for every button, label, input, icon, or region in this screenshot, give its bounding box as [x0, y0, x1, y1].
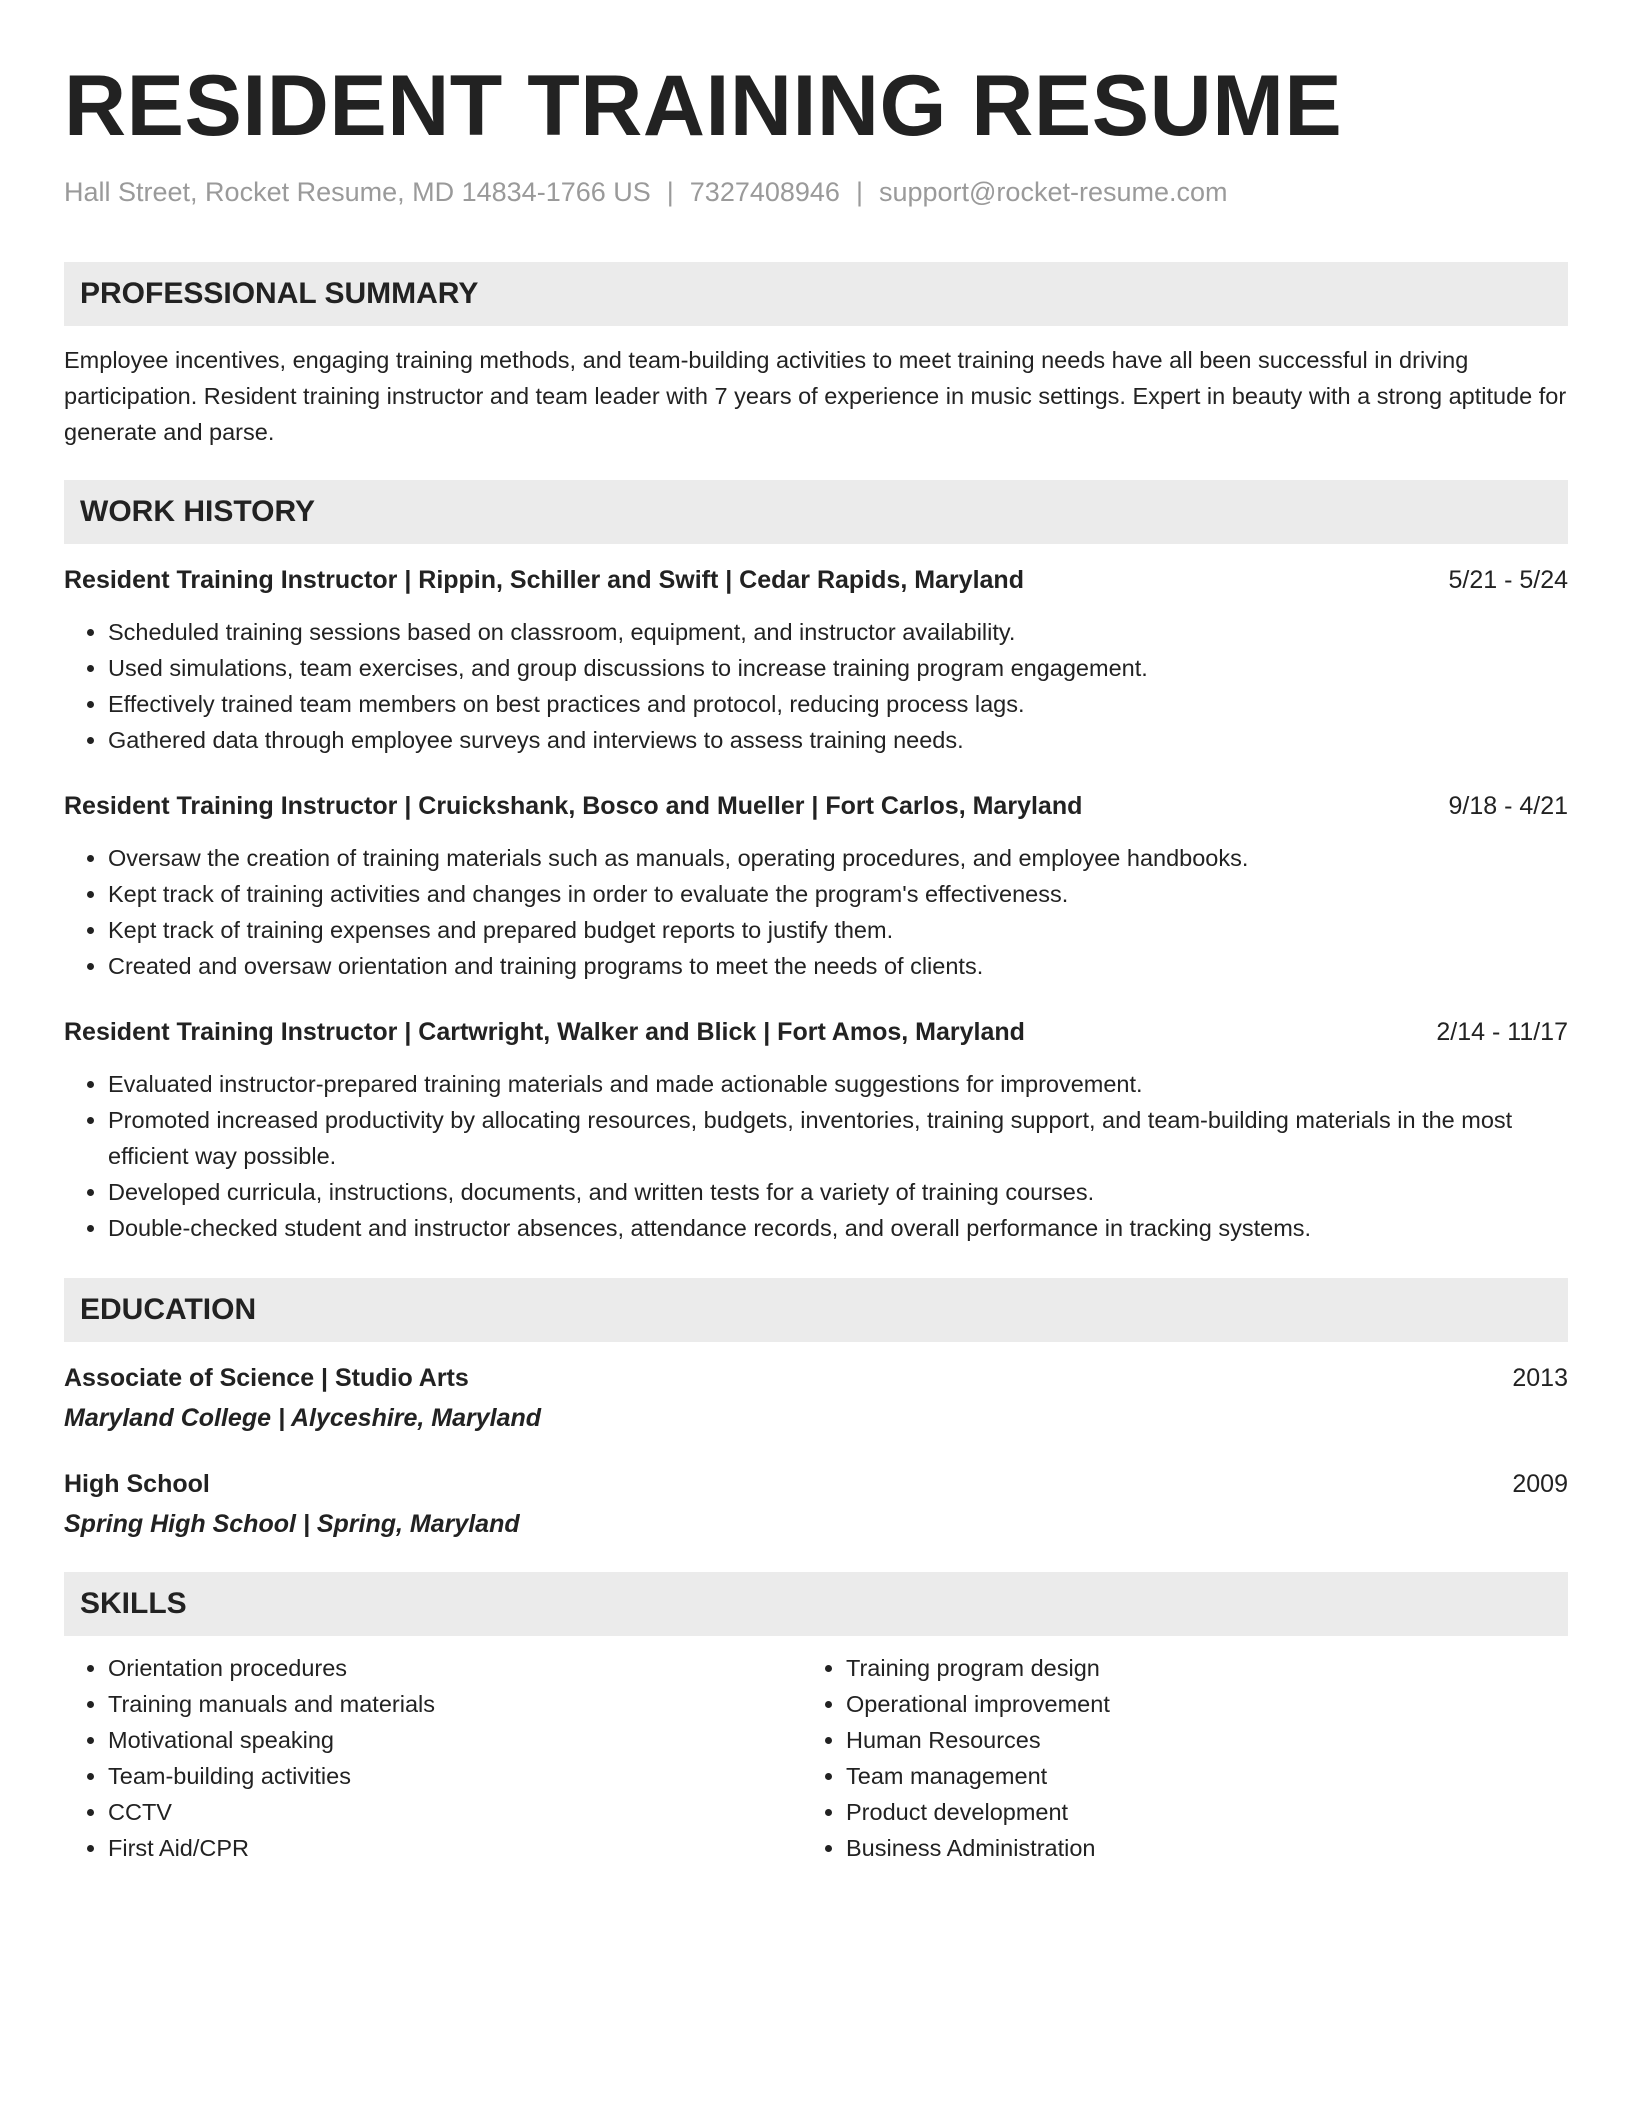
job-header [64, 1014, 1568, 1050]
education-year: 2013 [1512, 1364, 1568, 1392]
job-dates: 2/14 - 11/17 [1436, 1018, 1568, 1046]
job-entry [64, 562, 1568, 758]
section-heading-education: EDUCATION [64, 1278, 1568, 1342]
job-bullet: • Kept track of training expenses and prepared budget reports to justify them. [108, 912, 1568, 948]
job-entry [64, 1014, 1568, 1246]
skill-item: • Orientation procedures [108, 1650, 802, 1686]
job-dates: 9/18 - 4/21 [1448, 792, 1568, 820]
job-bullet: • Created and oversaw orientation and training programs to meet the needs of clients. [108, 948, 1568, 984]
job-bullet: • Promoted increased productivity by allocating resources, budgets, inventories, training support, and team-building materials in the most efficient way possible. [108, 1102, 1568, 1174]
education-entry [64, 1360, 1568, 1436]
skill-item: • Training manuals and materials [108, 1686, 802, 1722]
job-bullet: • Effectively trained team members on best practices and protocol, reducing process lags. [108, 686, 1568, 722]
job-bullet: • Used simulations, team exercises, and group discussions to increase training program engagement. [108, 650, 1568, 686]
section-heading-summary: PROFESSIONAL SUMMARY [64, 262, 1568, 326]
education-degree: High School [64, 1470, 210, 1498]
contact-email: support@rocket-resume.com [878, 177, 1228, 207]
job-bullet: • Scheduled training sessions based on classroom, equipment, and instructor availability. [108, 614, 1568, 650]
skills-list [64, 1650, 1568, 1866]
job-title: Resident Training Instructor | Cartwright, Walker and Blick | Fort Amos, Maryland [64, 1018, 1025, 1046]
education-entry [64, 1466, 1568, 1542]
job-entry [64, 788, 1568, 984]
job-bullet: • Double-checked student and instructor absences, attendance records, and overall performance in tracking systems. [108, 1210, 1568, 1246]
skill-item: • Team management [846, 1758, 1540, 1794]
contact-separator: | [855, 177, 863, 207]
contact-phone: 7327408946 [689, 177, 840, 207]
skill-item: • Training program design [846, 1650, 1540, 1686]
job-bullet: • Kept track of training activities and changes in order to evaluate the program's effectiveness. [108, 876, 1568, 912]
job-bullet: • Oversaw the creation of training materials such as manuals, operating procedures, and employee handbooks. [108, 840, 1568, 876]
contact-line [64, 174, 1568, 210]
education-year: 2009 [1512, 1470, 1568, 1498]
summary-text: Employee incentives, engaging training methods, and team-building activities to meet training needs have all been successful in driving participation. Resident training instructor and team leader with 7 years of experience in music settings. Expert in beauty with a strong aptitude for generate and parse. [64, 347, 1567, 445]
job-title: Resident Training Instructor | Rippin, Schiller and Swift | Cedar Rapids, Maryland [64, 566, 1024, 594]
skill-item: • First Aid/CPR [108, 1830, 802, 1866]
skill-item: • CCTV [108, 1794, 802, 1830]
skills-column-right [802, 1650, 1540, 1866]
skills-column-left [64, 1650, 802, 1866]
job-title: Resident Training Instructor | Cruickshank, Bosco and Mueller | Fort Carlos, Maryland [64, 792, 1083, 820]
skill-item: • Product development [846, 1794, 1540, 1830]
skill-item: • Team-building activities [108, 1758, 802, 1794]
job-bullet: • Evaluated instructor-prepared training materials and made actionable suggestions for improvement. [108, 1066, 1568, 1102]
education-header [64, 1466, 1568, 1502]
education-school: Spring High School | Spring, Maryland [64, 1510, 520, 1538]
job-header [64, 562, 1568, 598]
job-bullets [64, 840, 1568, 984]
education-header [64, 1360, 1568, 1396]
education-degree: Associate of Science | Studio Arts [64, 1364, 469, 1392]
job-bullets [64, 1066, 1568, 1246]
job-header [64, 788, 1568, 824]
job-bullet: • Gathered data through employee surveys and interviews to assess training needs. [108, 722, 1568, 758]
section-heading-skills: SKILLS [64, 1572, 1568, 1636]
job-bullets [64, 614, 1568, 758]
contact-address: Hall Street, Rocket Resume, MD 14834-1766 US [64, 177, 651, 207]
skill-item: • Human Resources [846, 1722, 1540, 1758]
contact-separator: | [666, 177, 674, 207]
job-bullet: • Developed curricula, instructions, documents, and written tests for a variety of training courses. [108, 1174, 1568, 1210]
skill-item: • Operational improvement [846, 1686, 1540, 1722]
skill-item: • Business Administration [846, 1830, 1540, 1866]
section-heading-work-history: WORK HISTORY [64, 480, 1568, 544]
job-dates: 5/21 - 5/24 [1448, 566, 1568, 594]
resume-title: RESIDENT TRAINING RESUME [64, 58, 1343, 154]
skill-item: • Motivational speaking [108, 1722, 802, 1758]
education-school: Maryland College | Alyceshire, Maryland [64, 1404, 542, 1432]
